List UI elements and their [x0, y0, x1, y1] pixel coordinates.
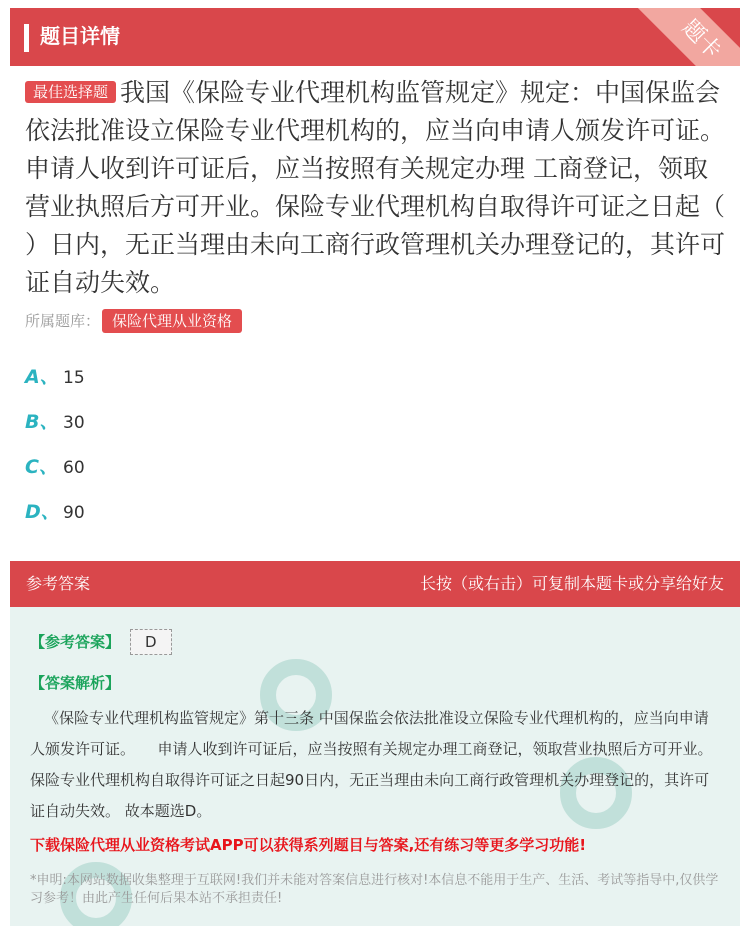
option-value: 90	[63, 503, 85, 523]
analysis-label-row	[30, 671, 120, 695]
option-c[interactable]	[25, 452, 85, 483]
answer-header	[10, 561, 740, 607]
analysis-text: 《保险专业代理机构监管规定》第十三条 中国保监会依法批准设立保险专业代理机构的，应当向申请人颁发许可证。 申请人收到许可证后，应当按照有关规定办理工商登记，领取营业执照后方可开业。 保险专业代理机构自取得许可证之日起90日内，无正当理由未向工商行政管理机关办理登记的，其许可证自动失效。 故本题选D。	[30, 709, 736, 820]
question-text: 我国《保险专业代理机构监管规定》规定：中国保监会依法批准设立保险专业代理机构的，应当向申请人颁发许可证。申请人收到许可证后，应当按照有关规定办理 工商登记，领取营业执照后方可开业。保险专业代理机构自取得许可证之日起（ ）日内，无正当理由未向工商行政管理机关办理登记的，其许可证自动失效。	[25, 78, 726, 297]
option-letter: A、	[25, 366, 59, 388]
analysis-label: 【答案解析】	[30, 674, 121, 692]
page-header	[10, 8, 740, 66]
answer-panel	[10, 607, 740, 926]
reference-answer-row	[30, 629, 172, 655]
option-letter: D、	[25, 501, 60, 523]
answer-header-title: 参考答案	[26, 574, 91, 593]
option-d[interactable]	[25, 497, 85, 528]
question-type-tag: 最佳选择题	[25, 81, 116, 103]
option-letter: B、	[25, 411, 59, 433]
question-body	[25, 74, 725, 302]
reference-answer-label: 【参考答案】	[30, 633, 121, 651]
bank-label: 所属题库：	[25, 312, 101, 330]
app-download-promo[interactable]: 下载保险代理从业资格考试APP可以获得系列题目与答案,还有练习等更多学习功能!	[30, 836, 587, 854]
option-value: 60	[63, 458, 85, 478]
share-hint[interactable]: 长按（或右击）可复制本题卡或分享给好友	[419, 574, 724, 593]
question-bank-row	[25, 309, 242, 333]
page-title: 题目详情	[40, 24, 120, 48]
header-accent-bar	[24, 24, 29, 52]
question-card-ribbon: 题卡	[625, 8, 740, 66]
option-letter: C、	[25, 456, 58, 478]
option-b[interactable]	[25, 407, 85, 438]
bank-tag[interactable]: 保险代理从业资格	[102, 309, 242, 333]
option-value: 15	[63, 368, 85, 388]
reference-answer-value: D	[130, 629, 172, 655]
disclaimer-text: *申明:本网站数据收集整理于互联网!我们并未能对答案信息进行核对!本信息不能用于生产、生活、考试等指导中,仅供学习参考！由此产生任何后果本站不承担责任!	[30, 873, 719, 906]
option-a[interactable]	[25, 362, 85, 393]
option-value: 30	[63, 413, 85, 433]
